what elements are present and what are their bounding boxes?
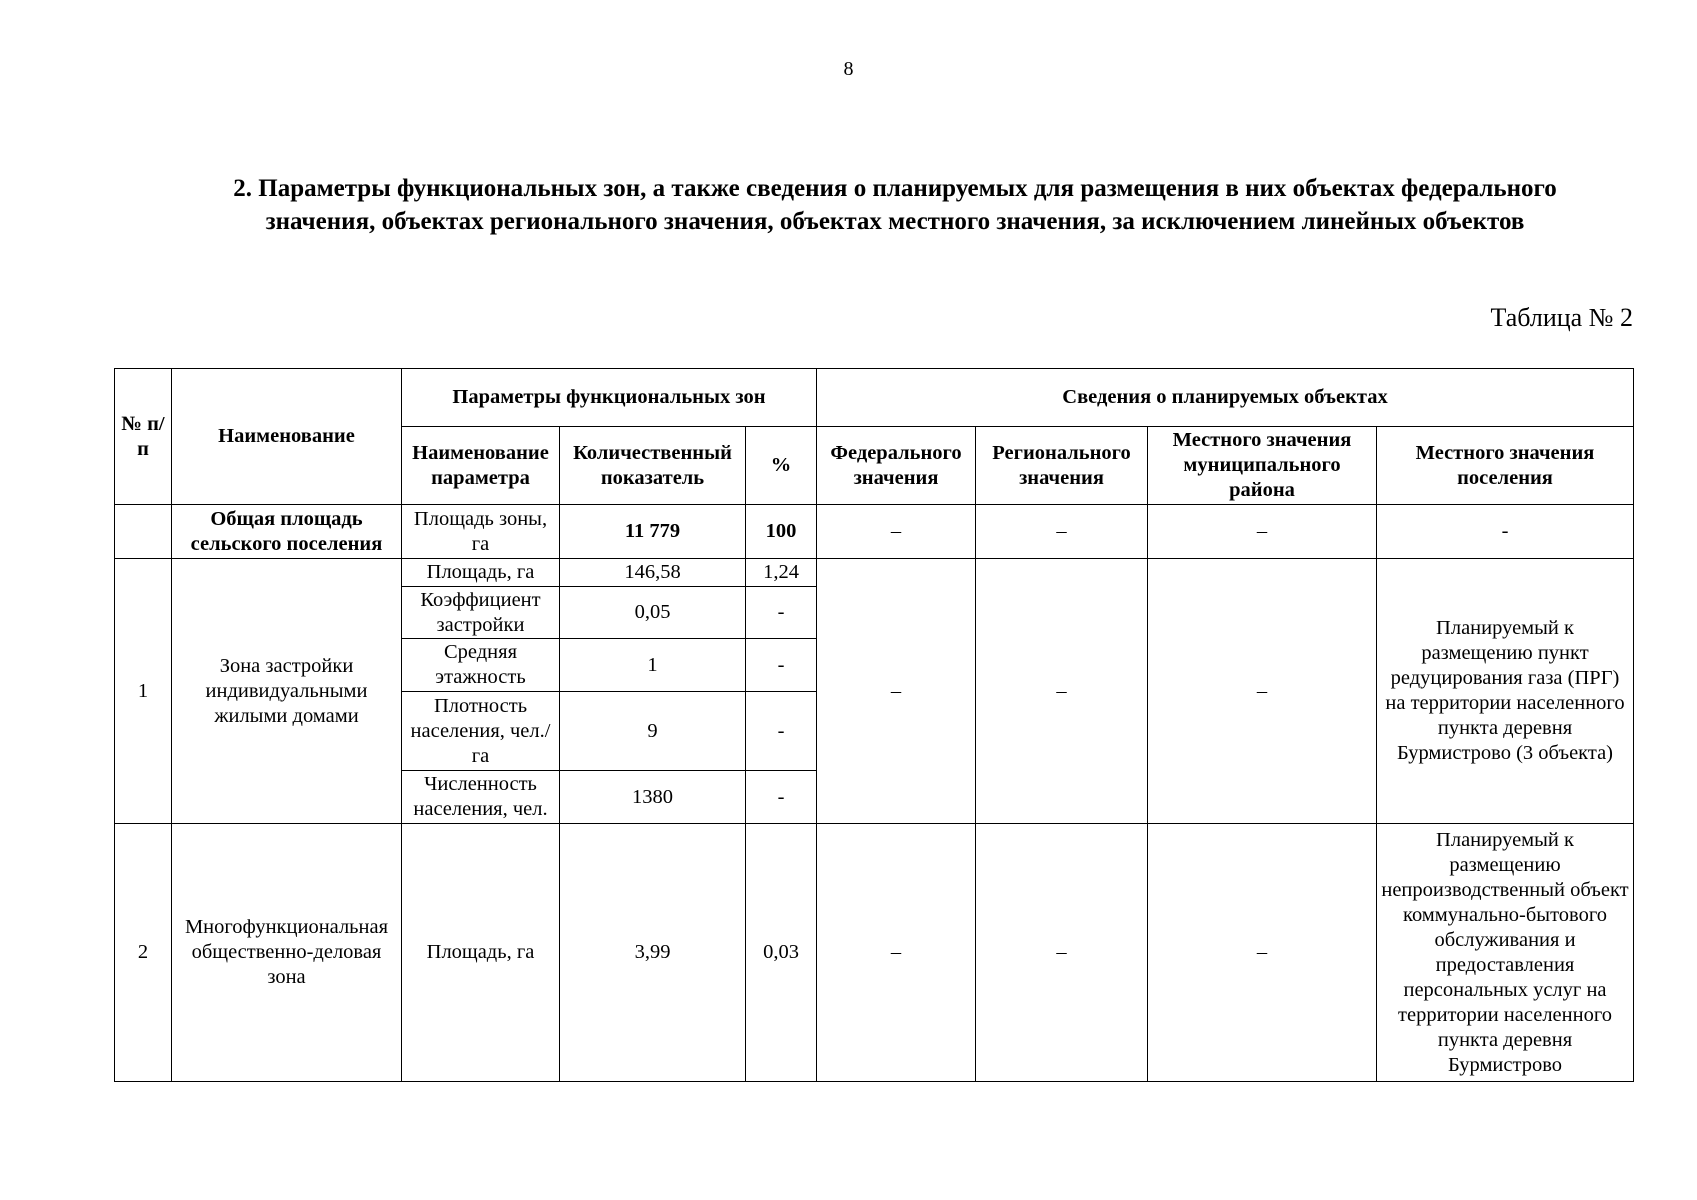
zone1-param-percent: -	[746, 771, 817, 824]
zone1-num: 1	[115, 559, 172, 824]
zone1-param-name: Плотность населения, чел./га	[402, 692, 560, 771]
section-title: 2. Параметры функциональных зон, а также сведения о планируемых для размещения в них объектах федерального значения, объектах регионального значения, объектах местного значения, за исключением линейных объектов	[233, 175, 1557, 235]
zone2-param-value: 3,99	[560, 824, 746, 1082]
zone2-settlement: Планируемый к размещению непроизводственный объект коммунально-бытового обслуживания и предоставления персональных услуг на территории населенного пункта деревня Бурмистрово	[1377, 824, 1634, 1082]
total-percent: 100	[746, 505, 817, 559]
zone1-param-value: 1	[560, 639, 746, 692]
total-settlement: -	[1377, 505, 1634, 559]
zone1-param-value: 9	[560, 692, 746, 771]
total-param: Площадь зоны, га	[402, 505, 560, 559]
zone1-param-percent: -	[746, 587, 817, 639]
header-params-group: Параметры функциональных зон	[402, 369, 817, 427]
zone1-param-percent: -	[746, 639, 817, 692]
zone2-name: Многофункциональная общественно-деловая зона	[172, 824, 402, 1082]
header-num: № п/п	[115, 369, 172, 505]
header-percent: %	[746, 427, 817, 505]
zone1-param-name: Численность населения, чел.	[402, 771, 560, 824]
zone1-municipal: –	[1148, 559, 1377, 824]
zone2-municipal: –	[1148, 824, 1377, 1082]
zone1-param-percent: -	[746, 692, 817, 771]
page-number: 8	[843, 58, 854, 80]
zone1-param-value: 146,58	[560, 559, 746, 587]
table-row-zone1-p1	[115, 559, 1634, 587]
zone1-param-value: 0,05	[560, 587, 746, 639]
zone1-param-value: 1380	[560, 771, 746, 824]
header-param-value: Количественный показатель	[560, 427, 746, 505]
zone2-num: 2	[115, 824, 172, 1082]
header-municipal: Местного значения муниципального района	[1148, 427, 1377, 505]
zone1-regional: –	[976, 559, 1148, 824]
total-regional: –	[976, 505, 1148, 559]
total-name: Общая площадь сельского поселения	[172, 505, 402, 559]
zone1-param-name: Площадь, га	[402, 559, 560, 587]
functional-zones-table	[114, 368, 1634, 1082]
header-federal: Федерального значения	[817, 427, 976, 505]
total-federal: –	[817, 505, 976, 559]
total-num-cell	[115, 505, 172, 559]
zone1-param-percent: 1,24	[746, 559, 817, 587]
header-regional: Регионального значения	[976, 427, 1148, 505]
zone1-federal: –	[817, 559, 976, 824]
table-caption: Таблица № 2	[1490, 303, 1633, 332]
zone1-settlement: Планируемый к размещению пункт редуцирования газа (ПРГ) на территории населенного пункта деревня Бурмистрово (3 объекта)	[1377, 559, 1634, 824]
zone2-regional: –	[976, 824, 1148, 1082]
zone2-federal: –	[817, 824, 976, 1082]
header-settlement: Местного значения поселения	[1377, 427, 1634, 505]
zone1-param-name: Коэффициент застройки	[402, 587, 560, 639]
zone1-name: Зона застройки индивидуальными жилыми домами	[172, 559, 402, 824]
zone2-param-percent: 0,03	[746, 824, 817, 1082]
header-objects-group: Сведения о планируемых объектах	[817, 369, 1634, 427]
table-row-zone2	[115, 824, 1634, 1082]
header-name: Наименование	[172, 369, 402, 505]
total-value: 11 779	[560, 505, 746, 559]
total-municipal: –	[1148, 505, 1377, 559]
zone2-param-name: Площадь, га	[402, 824, 560, 1082]
table-row-total	[115, 505, 1634, 559]
header-param-name: Наименование параметра	[402, 427, 560, 505]
zone1-param-name: Средняя этажность	[402, 639, 560, 692]
